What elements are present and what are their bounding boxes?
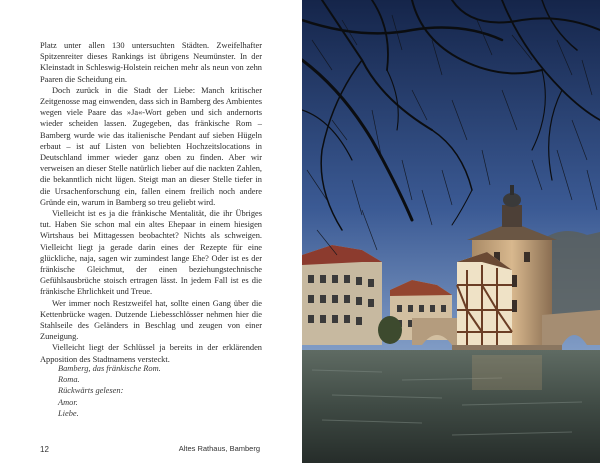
poem-line: Bamberg, das fränkische Rom. bbox=[58, 364, 161, 373]
poem-line: Roma. bbox=[58, 375, 80, 385]
paragraph-2: Doch zurück in die Stadt der Liebe: Manch kritischer Zeitgenosse mag einwenden, dass sich in Bamberg des Ambientes wegen viele Paare das »Ja«-Wort geben und sich andernorts wieder scheiden lassen. Zugegeben, das fränkische Rom – Bamberg wurde wie das italienische Pendant auf sieben Hügeln erbaut – ist auf Listen von beliebten Hochzeitslocations in Deutschland immer wieder ganz oben zu finden. Aber wir verweisen an dieser Stelle natürlich lieber auf die nackten Zahlen, die bekanntlich nicht lügen. Steigt man an dieser Stelle tiefer in die Ursachenforschung ein, fallen einem freilich noch andere Gründe ein, warum in Bamberg so treu geliebt wird. bbox=[40, 85, 262, 207]
paragraph-4: Wer immer noch Restzweifel hat, sollte einen Gang über die Kettenbrücke wagen. Dutzende Liebesschlösser nehmen hier die Stahlseile des Geländers in Beschlag und zeugen von einer Zuneigung. bbox=[40, 298, 262, 342]
photo-illustration bbox=[302, 0, 600, 463]
photo-caption: Altes Rathaus, Bamberg bbox=[178, 444, 260, 453]
body-text bbox=[40, 40, 262, 365]
poem-line: Liebe. bbox=[58, 408, 79, 418]
paragraph-1: Platz unter allen 130 untersuchten Städten. Zweifelhafter Spitzenreiter dieses Rankings ist übrigens Neumünster. In der Kleinstadt in Schleswig-Holstein reichen mehr als neun von zehn Paaren die Scheidung ein. bbox=[40, 41, 262, 84]
poem bbox=[58, 363, 258, 419]
poem-line: Amor. bbox=[58, 397, 78, 407]
poem-line: Rückwärts gelesen: bbox=[58, 386, 124, 396]
photo-old-town-hall bbox=[302, 0, 600, 463]
page-number: 12 bbox=[40, 445, 49, 454]
paragraph-3: Vielleicht ist es ja die fränkische Mentalität, die ihr Übriges tut. Haben Sie schon mal ein altes Ehepaar in einem hiesigen Wirtshaus bei Mittagessen beobachtet? Nichts als schweigen. Vielleicht liegt ja gerade darin eines der Rezepte für eine glückliche, naja, sagen wir zumindest lange Ehe? Oder ist es der fränkische Gleichmut, der einen beziehungstechnische Gefühlsausbrüche stoisch ertragen lässt. In jedem Fall ist es die fränkische Ehrlichkeit und Treue. bbox=[40, 209, 262, 297]
paragraph-5: Vielleicht liegt der Schlüssel ja bereits in der erklärenden Apposition des Stadtnamens versteckt. bbox=[40, 343, 262, 364]
